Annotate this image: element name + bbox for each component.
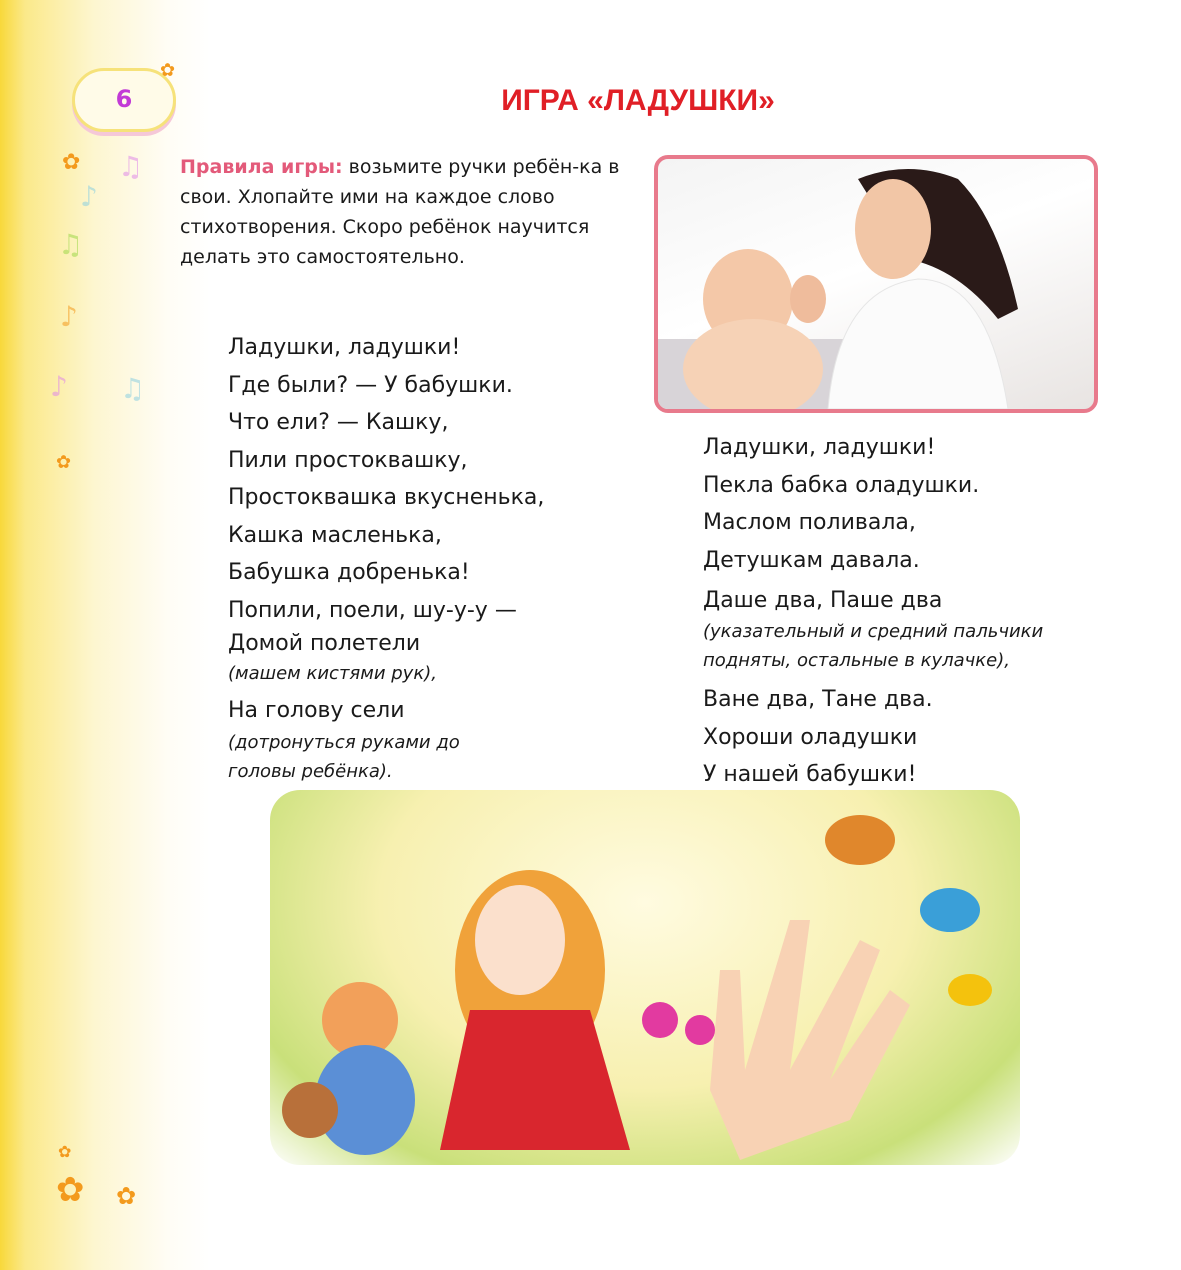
music-note-icon: ♫ — [118, 150, 144, 183]
decorative-side-strip — [0, 0, 210, 1270]
music-note-icon: ♪ — [60, 300, 78, 333]
music-note-icon: ♫ — [120, 372, 146, 405]
poem-line: Даше два, Паше два — [703, 588, 943, 613]
flower-icon: ✿ — [116, 1182, 137, 1210]
poem-line: Что ели? — Кашку, — [228, 410, 449, 435]
poem-instruction: (машем кистями рук), — [228, 663, 437, 684]
poem-line: Ване два, Тане два. — [703, 687, 933, 712]
flower-icon: ✿ — [58, 1142, 72, 1161]
illustration-girl-child-hand — [270, 790, 1020, 1165]
rules-text: возьмите ручки ребён-ка в свои. Хлопайте ими на каждое слово стихотворения. Скоро ребёнок научится делать это самостоятельно. — [180, 156, 620, 268]
poem-line: Бабушка добренька! — [228, 560, 470, 585]
game-rules — [180, 152, 630, 272]
flower-icon: ✿ — [56, 452, 72, 473]
poem-line: Пекла бабка оладушки. — [703, 472, 980, 498]
poem-line: На голову сели — [228, 698, 405, 723]
poem-line: Ладушки, ладушки! — [703, 435, 936, 460]
poem-line: Домой полетели — [228, 631, 421, 656]
music-note-icon: ♪ — [50, 370, 68, 403]
poem-line: Кашка масленька, — [228, 522, 442, 548]
poem-line: Попили, поели, шу-у-у — — [228, 597, 517, 623]
poem-line: Простоквашка вкусненька, — [228, 485, 545, 510]
mother-baby-illustration — [658, 159, 1094, 409]
music-note-icon: ♫ — [58, 228, 84, 261]
illustration-drawing — [270, 790, 1020, 1165]
flower-icon: ✿ — [160, 60, 176, 81]
poem-line: Ладушки, ладушки! — [228, 335, 461, 360]
poem-left — [228, 329, 544, 792]
photo-mother-and-baby — [654, 155, 1098, 413]
poem-instruction: (указательный и средний пальчики подняты, остальные в кулачке), — [703, 621, 1044, 671]
rules-label: Правила игры: — [180, 156, 343, 178]
flower-icon: ✿ — [56, 1170, 85, 1210]
poem-line: Пили простоквашку, — [228, 447, 468, 473]
poem-instruction: (дотронуться руками до головы ребёнка). — [228, 732, 460, 782]
page-title: ИГРА «ЛАДУШКИ» — [501, 84, 775, 117]
poem-line: Где были? — У бабушки. — [228, 372, 513, 398]
poem-right — [703, 429, 1093, 794]
flower-icon: ✿ — [62, 150, 81, 175]
poem-line: У нашей бабушки! — [703, 762, 917, 787]
music-note-icon: ♪ — [80, 180, 98, 213]
poem-line: Детушкам давала. — [703, 547, 920, 573]
page-number: 6 — [115, 85, 133, 113]
poem-line: Маслом поливала, — [703, 510, 916, 535]
poem-line: Хороши оладушки — [703, 724, 918, 750]
